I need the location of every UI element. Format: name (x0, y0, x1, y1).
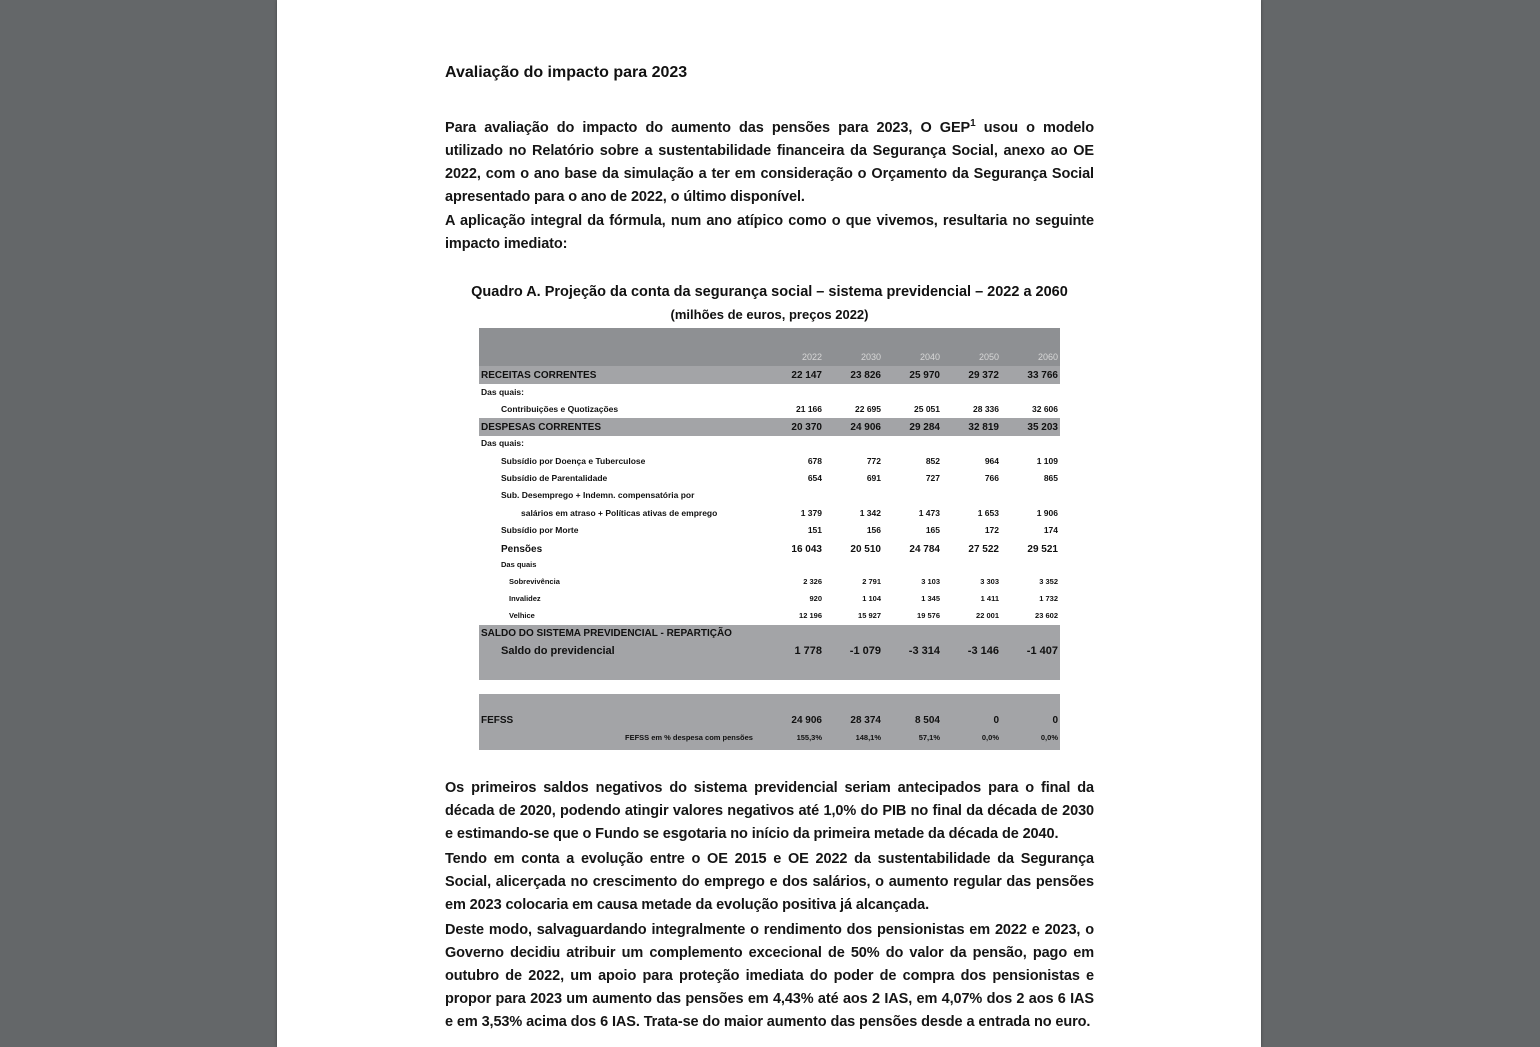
table-row (479, 367, 1060, 384)
cell: 155,3% (796, 733, 822, 742)
table-row (479, 401, 1060, 418)
cell: 24 906 (791, 715, 822, 726)
cell: 1 732 (1039, 594, 1058, 603)
paragraph-5: Deste modo, salvaguardando integralmente o rendimento dos pensionistas em 2022 e 2023, o Governo decidiu atribuir um complemento excecional de 50% do valor da pensão, pago em outubro de 2022, um apoio para proteção imediata do poder de compra dos pensionistas e propor para 2023 um aumento das pensões em 4,43% até aos 2 IAS, em 4,07% dos 2 aos 6 IAS e em 3,53% acima dos 6 IAS. Trata-se do maior aumento das pensões desde a entrada no euro. (445, 922, 1094, 1030)
cell: 766 (984, 473, 999, 483)
cell: 172 (984, 525, 999, 535)
cell: 156 (866, 525, 881, 535)
table-row (479, 505, 1060, 522)
cell: 1 342 (859, 508, 881, 518)
cell: 691 (866, 473, 881, 483)
paragraph-1-text: Para avaliação do impacto do aumento das pensões para 2023, O GEP (445, 120, 971, 136)
table-row (479, 607, 1060, 624)
cell: 1 411 (980, 594, 999, 603)
cell: 25 970 (909, 370, 940, 381)
footnote-ref[interactable]: 1 (970, 118, 976, 130)
cell: 1 104 (862, 594, 881, 603)
row-label: Subsídio por Morte (501, 525, 579, 535)
table-row (479, 522, 1060, 539)
row-label: Das quais: (481, 387, 524, 397)
cell: 148,1% (855, 733, 881, 742)
table-subtitle: (milhões de euros, preços 2022) (670, 307, 869, 322)
cell: 0 (993, 715, 999, 726)
row-label: FEFSS em % despesa com pensões (625, 733, 753, 742)
row-label: Subsídio por Doença e Tuberculose (501, 456, 646, 466)
year-header: 2040 (919, 352, 940, 362)
row-label: salários em atraso + Políticas ativas de emprego (521, 508, 718, 518)
cell: 32 606 (1032, 404, 1058, 414)
cell: 3 103 (921, 577, 940, 586)
cell: 24 784 (909, 544, 940, 555)
row-label: Sobrevivência (509, 577, 560, 586)
cell: 57,1% (918, 733, 940, 742)
cell: 32 819 (968, 422, 999, 433)
cell: 20 370 (791, 422, 822, 433)
cell: 1 653 (977, 508, 999, 518)
row-label: DESPESAS CORRENTES (481, 422, 602, 433)
cell: 29 372 (968, 370, 999, 381)
cell: 2 791 (862, 577, 881, 586)
row-label: Invalidez (509, 594, 541, 603)
table-row (479, 384, 1060, 401)
row-label: FEFSS (481, 715, 514, 726)
table-row (479, 712, 1060, 729)
cell: -3 314 (908, 645, 940, 657)
cell: 16 043 (791, 544, 822, 555)
year-header: 2060 (1037, 352, 1058, 362)
cell: 678 (807, 456, 822, 466)
table-row (479, 470, 1060, 487)
paragraph-2: A aplicação integral da fórmula, num ano atípico como o que vivemos, resultaria no seguinte impacto imediato: (445, 213, 1094, 252)
cell: 23 602 (1035, 611, 1058, 620)
cell: 24 906 (850, 422, 881, 433)
cell: 920 (809, 594, 822, 603)
cell: 28 336 (973, 404, 999, 414)
cell: 12 196 (799, 611, 822, 620)
cell: 865 (1043, 473, 1058, 483)
cell: 1 379 (800, 508, 822, 518)
cell: 1 778 (794, 645, 822, 657)
row-label: Pensões (501, 544, 543, 555)
cell: 15 927 (858, 611, 881, 620)
cell: 1 109 (1036, 456, 1058, 466)
paragraph-4: Tendo em conta a evolução entre o OE 2015 e OE 2022 da sustentabilidade da Segurança Social, alicerçada no crescimento do emprego e dos salários, o aumento regular das pensões em 2023 colocaria em causa metade da evolução positiva já alcançada. (445, 851, 1094, 913)
cell: 964 (984, 456, 999, 466)
table-row (479, 453, 1060, 470)
section-heading: Avaliação do impacto para 2023 (445, 64, 688, 81)
cell: 35 203 (1027, 422, 1058, 433)
projection-table (479, 328, 1060, 750)
table-row (479, 435, 1060, 452)
cell: 19 576 (917, 611, 940, 620)
table-title: Quadro A. Projeção da conta da segurança social – sistema previdencial – 2022 a 2060 (471, 284, 1068, 300)
cell: 165 (925, 525, 940, 535)
row-label: Saldo do previdencial (501, 645, 615, 657)
year-header: 2022 (801, 352, 822, 362)
cell: 1 906 (1036, 508, 1058, 518)
cell: 0,0% (981, 733, 999, 742)
cell: 29 284 (909, 422, 940, 433)
cell: 27 522 (968, 544, 999, 555)
table-row (479, 643, 1060, 660)
year-header: 2050 (978, 352, 999, 362)
cell: 28 374 (850, 715, 881, 726)
cell: 21 166 (796, 404, 822, 414)
cell: -3 146 (967, 645, 999, 657)
cell: 151 (807, 525, 822, 535)
cell: 20 510 (850, 544, 881, 555)
row-label: Contribuições e Quotizações (501, 404, 619, 414)
cell: 1 345 (921, 594, 940, 603)
table-row (479, 625, 1060, 642)
cell: 3 352 (1039, 577, 1058, 586)
row-label: Velhice (509, 611, 535, 620)
paragraph-3: Os primeiros saldos negativos do sistema previdencial seriam antecipados para o final da década de 2020, podendo atingir valores negativos até 1,0% do PIB no final da década de 2030 e estimando-se que o Fundo se esgotaria no início da primeira metade da década de 2040. (445, 780, 1094, 842)
document-page (277, 0, 1261, 1047)
cell: 0,0% (1040, 733, 1058, 742)
row-label: Das quais (501, 560, 537, 569)
cell: 772 (866, 456, 881, 466)
table-row (479, 590, 1060, 607)
cell: 0 (1052, 715, 1058, 726)
cell: 29 521 (1027, 544, 1058, 555)
row-label: Sub. Desemprego + Indemn. compensatória por (501, 490, 695, 500)
table-row (479, 573, 1060, 590)
cell: -1 407 (1026, 645, 1058, 657)
cell: 25 051 (914, 404, 940, 414)
cell: 8 504 (914, 715, 940, 726)
table-row (479, 487, 1060, 504)
paragraph-1-rest: usou o modelo utilizado no Relatório sobre a sustentabilidade financeira da Segurança Social, anexo ao OE 2022, com o ano base da simulação a ter em consideração o Orçamento da Segurança Social apresentado para o ano de 2022, o último disponível. (445, 120, 1094, 205)
row-label: RECEITAS CORRENTES (481, 370, 597, 381)
cell: 22 001 (976, 611, 999, 620)
cell: 1 473 (918, 508, 940, 518)
cell: 852 (925, 456, 940, 466)
cell: 727 (925, 473, 940, 483)
paragraph-1 (445, 117, 1094, 209)
row-label: Subsídio de Parentalidade (501, 473, 608, 483)
cell: 22 147 (791, 370, 822, 381)
table-row (479, 419, 1060, 436)
row-label: SALDO DO SISTEMA PREVIDENCIAL - REPARTIÇÃO (481, 628, 732, 639)
cell: 23 826 (850, 370, 881, 381)
row-label: Das quais: (481, 438, 524, 448)
table-row (479, 729, 1060, 746)
cell: 33 766 (1027, 370, 1058, 381)
cell: -1 079 (849, 645, 881, 657)
cell: 3 303 (980, 577, 999, 586)
table-header-row (479, 349, 1060, 366)
table-row (479, 556, 1060, 573)
cell: 654 (807, 473, 822, 483)
cell: 22 695 (855, 404, 881, 414)
cell: 2 326 (803, 577, 822, 586)
cell: 174 (1043, 525, 1058, 535)
year-header: 2030 (860, 352, 881, 362)
